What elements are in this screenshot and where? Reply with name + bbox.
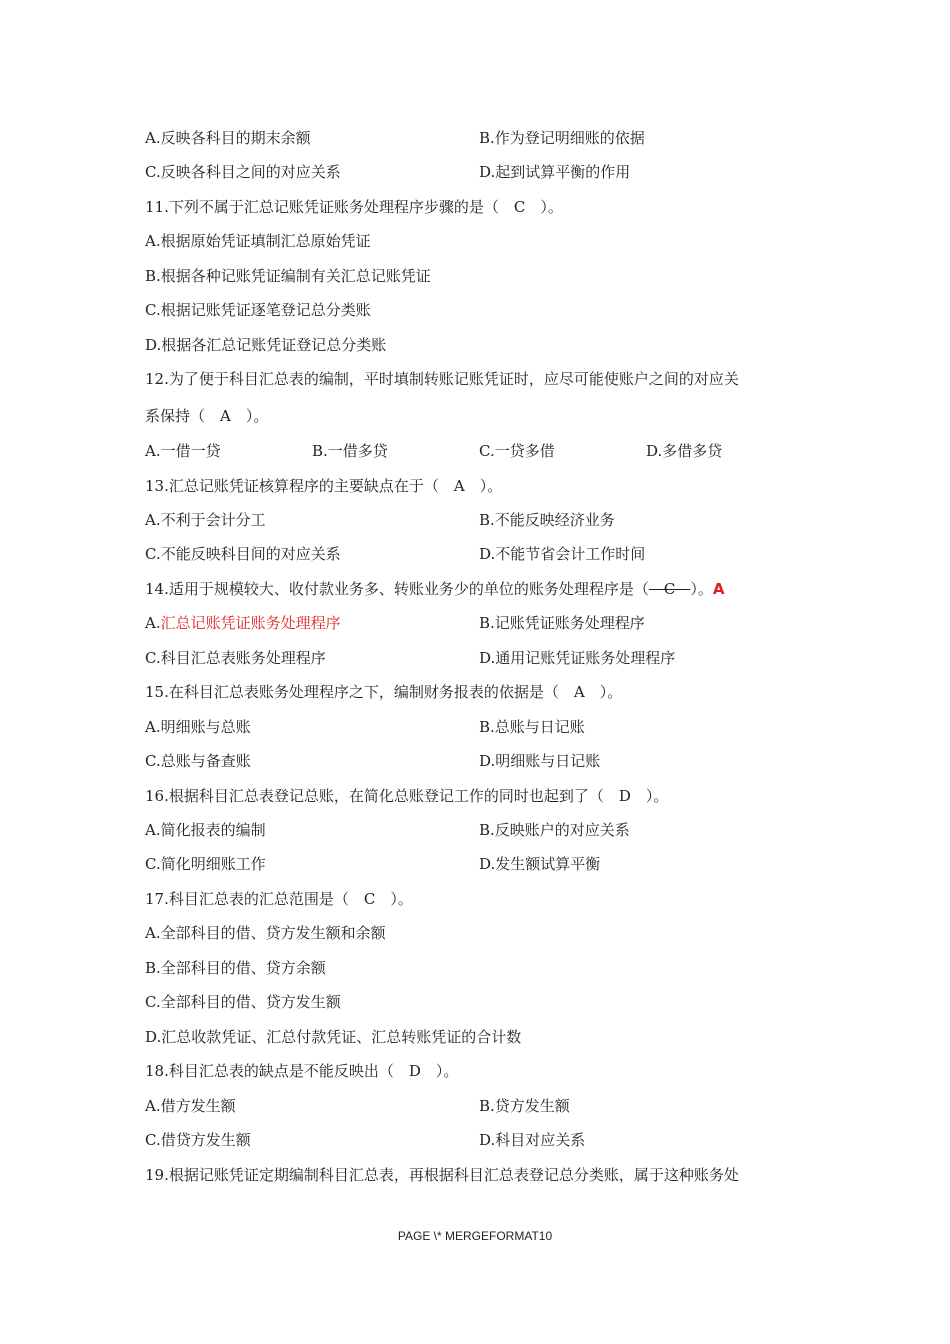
q14-option-a-highlighted: 汇总记账凭证账务处理程序 bbox=[160, 614, 341, 632]
q16-option-c: C.简化明细账工作 bbox=[145, 855, 266, 873]
q12-option-d: D.多借多贷 bbox=[646, 442, 723, 460]
q13-option-a: A.不利于会计分工 bbox=[145, 511, 266, 529]
q12-option-c: C.一贷多借 bbox=[479, 442, 555, 460]
question-16: 16.根据科目汇总表登记总账，在简化总账登记工作的同时也起到了（ D ）。 bbox=[145, 787, 669, 805]
question-14-text: 14.适用于规模较大、收付款业务多、转账业务少的单位的账务处理程序是（ bbox=[145, 580, 649, 598]
question-14 bbox=[145, 579, 724, 599]
q15-option-d: D.明细账与日记账 bbox=[479, 752, 601, 770]
q12-option-a: A.一借一贷 bbox=[145, 442, 221, 460]
page-footer: PAGE \* MERGEFORMAT10 bbox=[397, 1229, 553, 1243]
question-11: 11.下列不属于汇总记账凭证账务处理程序步骤的是（ C ）。 bbox=[145, 198, 563, 216]
q17-option-b: B.全部科目的借、贷方余额 bbox=[145, 959, 326, 977]
q16-option-b: B.反映账户的对应关系 bbox=[479, 821, 630, 839]
q17-option-c: C.全部科目的借、贷方发生额 bbox=[145, 993, 341, 1011]
q13-option-b: B.不能反映经济业务 bbox=[479, 511, 615, 529]
q14-option-c: C.科目汇总表账务处理程序 bbox=[145, 649, 326, 667]
q11-option-a: A.根据原始凭证填制汇总原始凭证 bbox=[145, 232, 371, 250]
q18-option-b: B.贷方发生额 bbox=[479, 1097, 570, 1115]
q14-option-a bbox=[145, 613, 341, 633]
q17-option-a: A.全部科目的借、贷方发生额和余额 bbox=[145, 924, 386, 942]
q11-option-b: B.根据各种记账凭证编制有关汇总记账凭证 bbox=[145, 267, 431, 285]
struck-answer: C bbox=[648, 580, 691, 598]
q14-option-b: B.记账凭证账务处理程序 bbox=[479, 614, 645, 632]
q15-option-a: A.明细账与总账 bbox=[145, 718, 251, 736]
option-d: D.起到试算平衡的作用 bbox=[479, 163, 631, 181]
question-13: 13.汇总记账凭证核算程序的主要缺点在于（ A ）。 bbox=[145, 477, 503, 495]
q13-option-d: D.不能节省会计工作时间 bbox=[479, 545, 646, 563]
option-c: C.反映各科目之间的对应关系 bbox=[145, 163, 341, 181]
q18-option-d: D.科目对应关系 bbox=[479, 1131, 586, 1149]
q17-option-d: D.汇总收款凭证、汇总付款凭证、汇总转账凭证的合计数 bbox=[145, 1028, 522, 1046]
q12-option-b: B.一借多贷 bbox=[312, 442, 388, 460]
corrected-answer-mark: A bbox=[712, 580, 725, 598]
q13-option-c: C.不能反映科目间的对应关系 bbox=[145, 545, 341, 563]
option-a: A.反映各科目的期末余额 bbox=[145, 129, 311, 147]
q14-option-a-prefix: A. bbox=[145, 614, 161, 632]
q11-option-d: D.根据各汇总记账凭证登记总分类账 bbox=[145, 336, 387, 354]
question-14-end: ）。 bbox=[690, 580, 713, 598]
question-12-line2: 系保持（ A ）。 bbox=[145, 407, 269, 425]
q15-option-b: B.总账与日记账 bbox=[479, 718, 585, 736]
q18-option-a: A.借方发生额 bbox=[145, 1097, 236, 1115]
q11-option-c: C.根据记账凭证逐笔登记总分类账 bbox=[145, 301, 371, 319]
q15-option-c: C.总账与备查账 bbox=[145, 752, 251, 770]
q14-option-d: D.通用记账凭证账务处理程序 bbox=[479, 649, 676, 667]
question-18: 18.科目汇总表的缺点是不能反映出（ D ）。 bbox=[145, 1062, 459, 1080]
question-12-line1: 12.为了便于科目汇总表的编制，平时填制转账记账凭证时，应尽可能使账户之间的对应关 bbox=[145, 370, 739, 388]
question-15: 15.在科目汇总表账务处理程序之下，编制财务报表的依据是（ A ）。 bbox=[145, 683, 623, 701]
question-17: 17.科目汇总表的汇总范围是（ C ）。 bbox=[145, 890, 413, 908]
question-19: 19.根据记账凭证定期编制科目汇总表，再根据科目汇总表登记总分类账，属于这种账务处 bbox=[145, 1166, 739, 1184]
option-b: B.作为登记明细账的依据 bbox=[479, 129, 645, 147]
q18-option-c: C.借贷方发生额 bbox=[145, 1131, 251, 1149]
q16-option-d: D.发生额试算平衡 bbox=[479, 855, 601, 873]
q16-option-a: A.简化报表的编制 bbox=[145, 821, 266, 839]
